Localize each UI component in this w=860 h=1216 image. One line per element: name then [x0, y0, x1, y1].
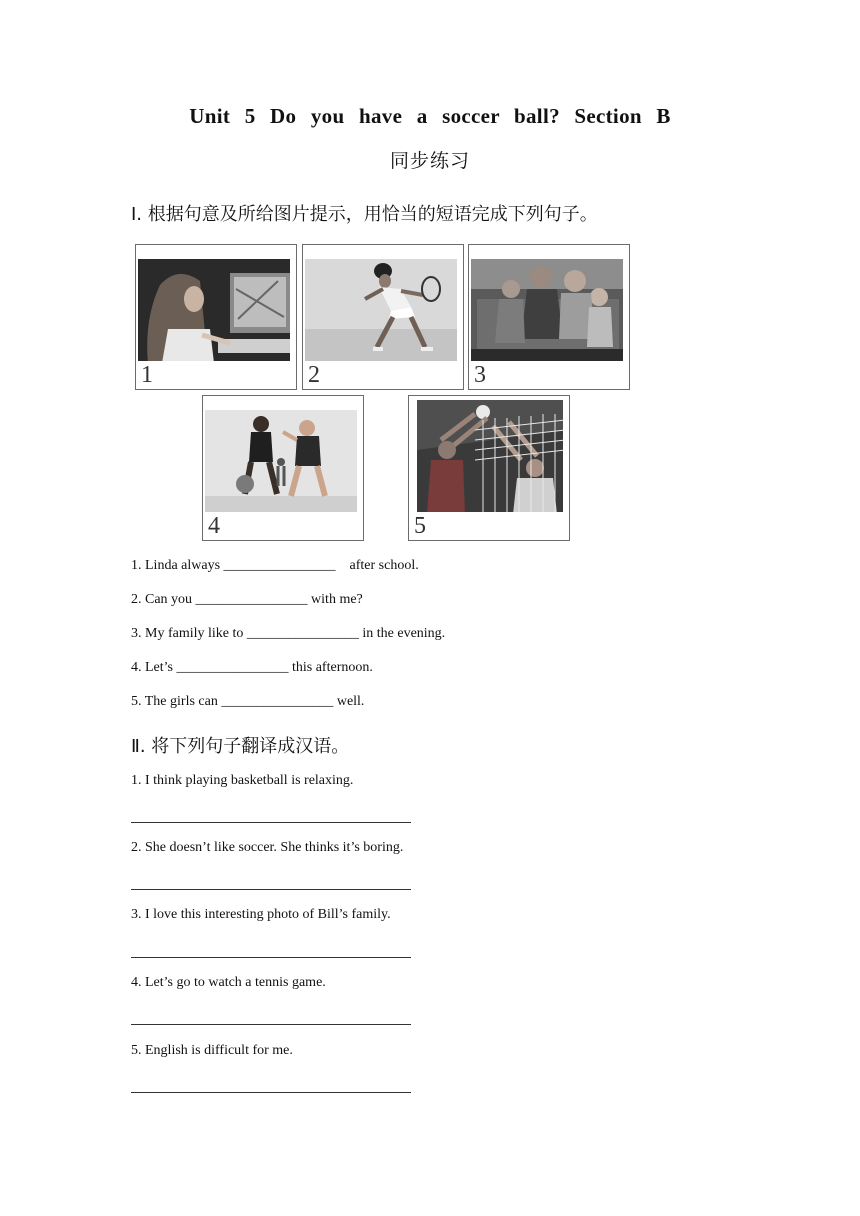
answer-line-1[interactable]: [131, 822, 411, 823]
picture-2: [302, 244, 464, 390]
answer-line-5[interactable]: [131, 1092, 411, 1093]
fill-in-sentence-4: 4. Let’s ________________ this afternoon.: [131, 660, 373, 675]
translate-sentence-1: 1. I think playing basketball is relaxing.: [131, 773, 354, 788]
fill-in-sentence-1: 1. Linda always ________________ after school.: [131, 558, 419, 573]
section-2-heading: Ⅱ. 将下列句子翻译成汉语。: [131, 736, 350, 757]
picture-number: 5: [414, 513, 426, 539]
translate-sentence-3: 3. I love this interesting photo of Bill’s family.: [131, 907, 391, 922]
playing-computer-games-photo: [138, 259, 290, 361]
picture-number: 3: [474, 362, 486, 388]
fill-in-sentence-5: 5. The girls can ________________ well.: [131, 694, 365, 709]
answer-line-2[interactable]: [131, 889, 411, 890]
answer-line-4[interactable]: [131, 1024, 411, 1025]
fill-in-sentence-2: 2. Can you ________________ with me?: [131, 592, 363, 607]
picture-number: 4: [208, 513, 220, 539]
worksheet-title: Unit 5 Do you have a soccer ball? Section B: [189, 104, 671, 128]
picture-4: [202, 395, 364, 541]
picture-5: [408, 395, 570, 541]
answer-line-3[interactable]: [131, 957, 411, 958]
picture-number: 1: [141, 362, 153, 388]
translate-sentence-4: 4. Let’s go to watch a tennis game.: [131, 975, 326, 990]
fill-in-sentence-3: 3. My family like to ________________ in the evening.: [131, 626, 446, 641]
picture-3: [468, 244, 630, 390]
watching-tv-photo: [471, 259, 623, 361]
playing-basketball-photo: [205, 410, 357, 512]
translate-sentence-2: 2. She doesn’t like soccer. She thinks it’s boring.: [131, 840, 404, 855]
picture-1: [135, 244, 297, 390]
section-1-heading: Ⅰ. 根据句意及所给图片提示，用恰当的短语完成下列句子。: [131, 204, 598, 225]
playing-tennis-photo: [305, 259, 457, 361]
picture-number: 2: [308, 362, 320, 388]
translate-sentence-5: 5. English is difficult for me.: [131, 1043, 293, 1058]
playing-volleyball-photo: [417, 400, 563, 512]
worksheet-subtitle: 同步练习: [389, 150, 470, 172]
